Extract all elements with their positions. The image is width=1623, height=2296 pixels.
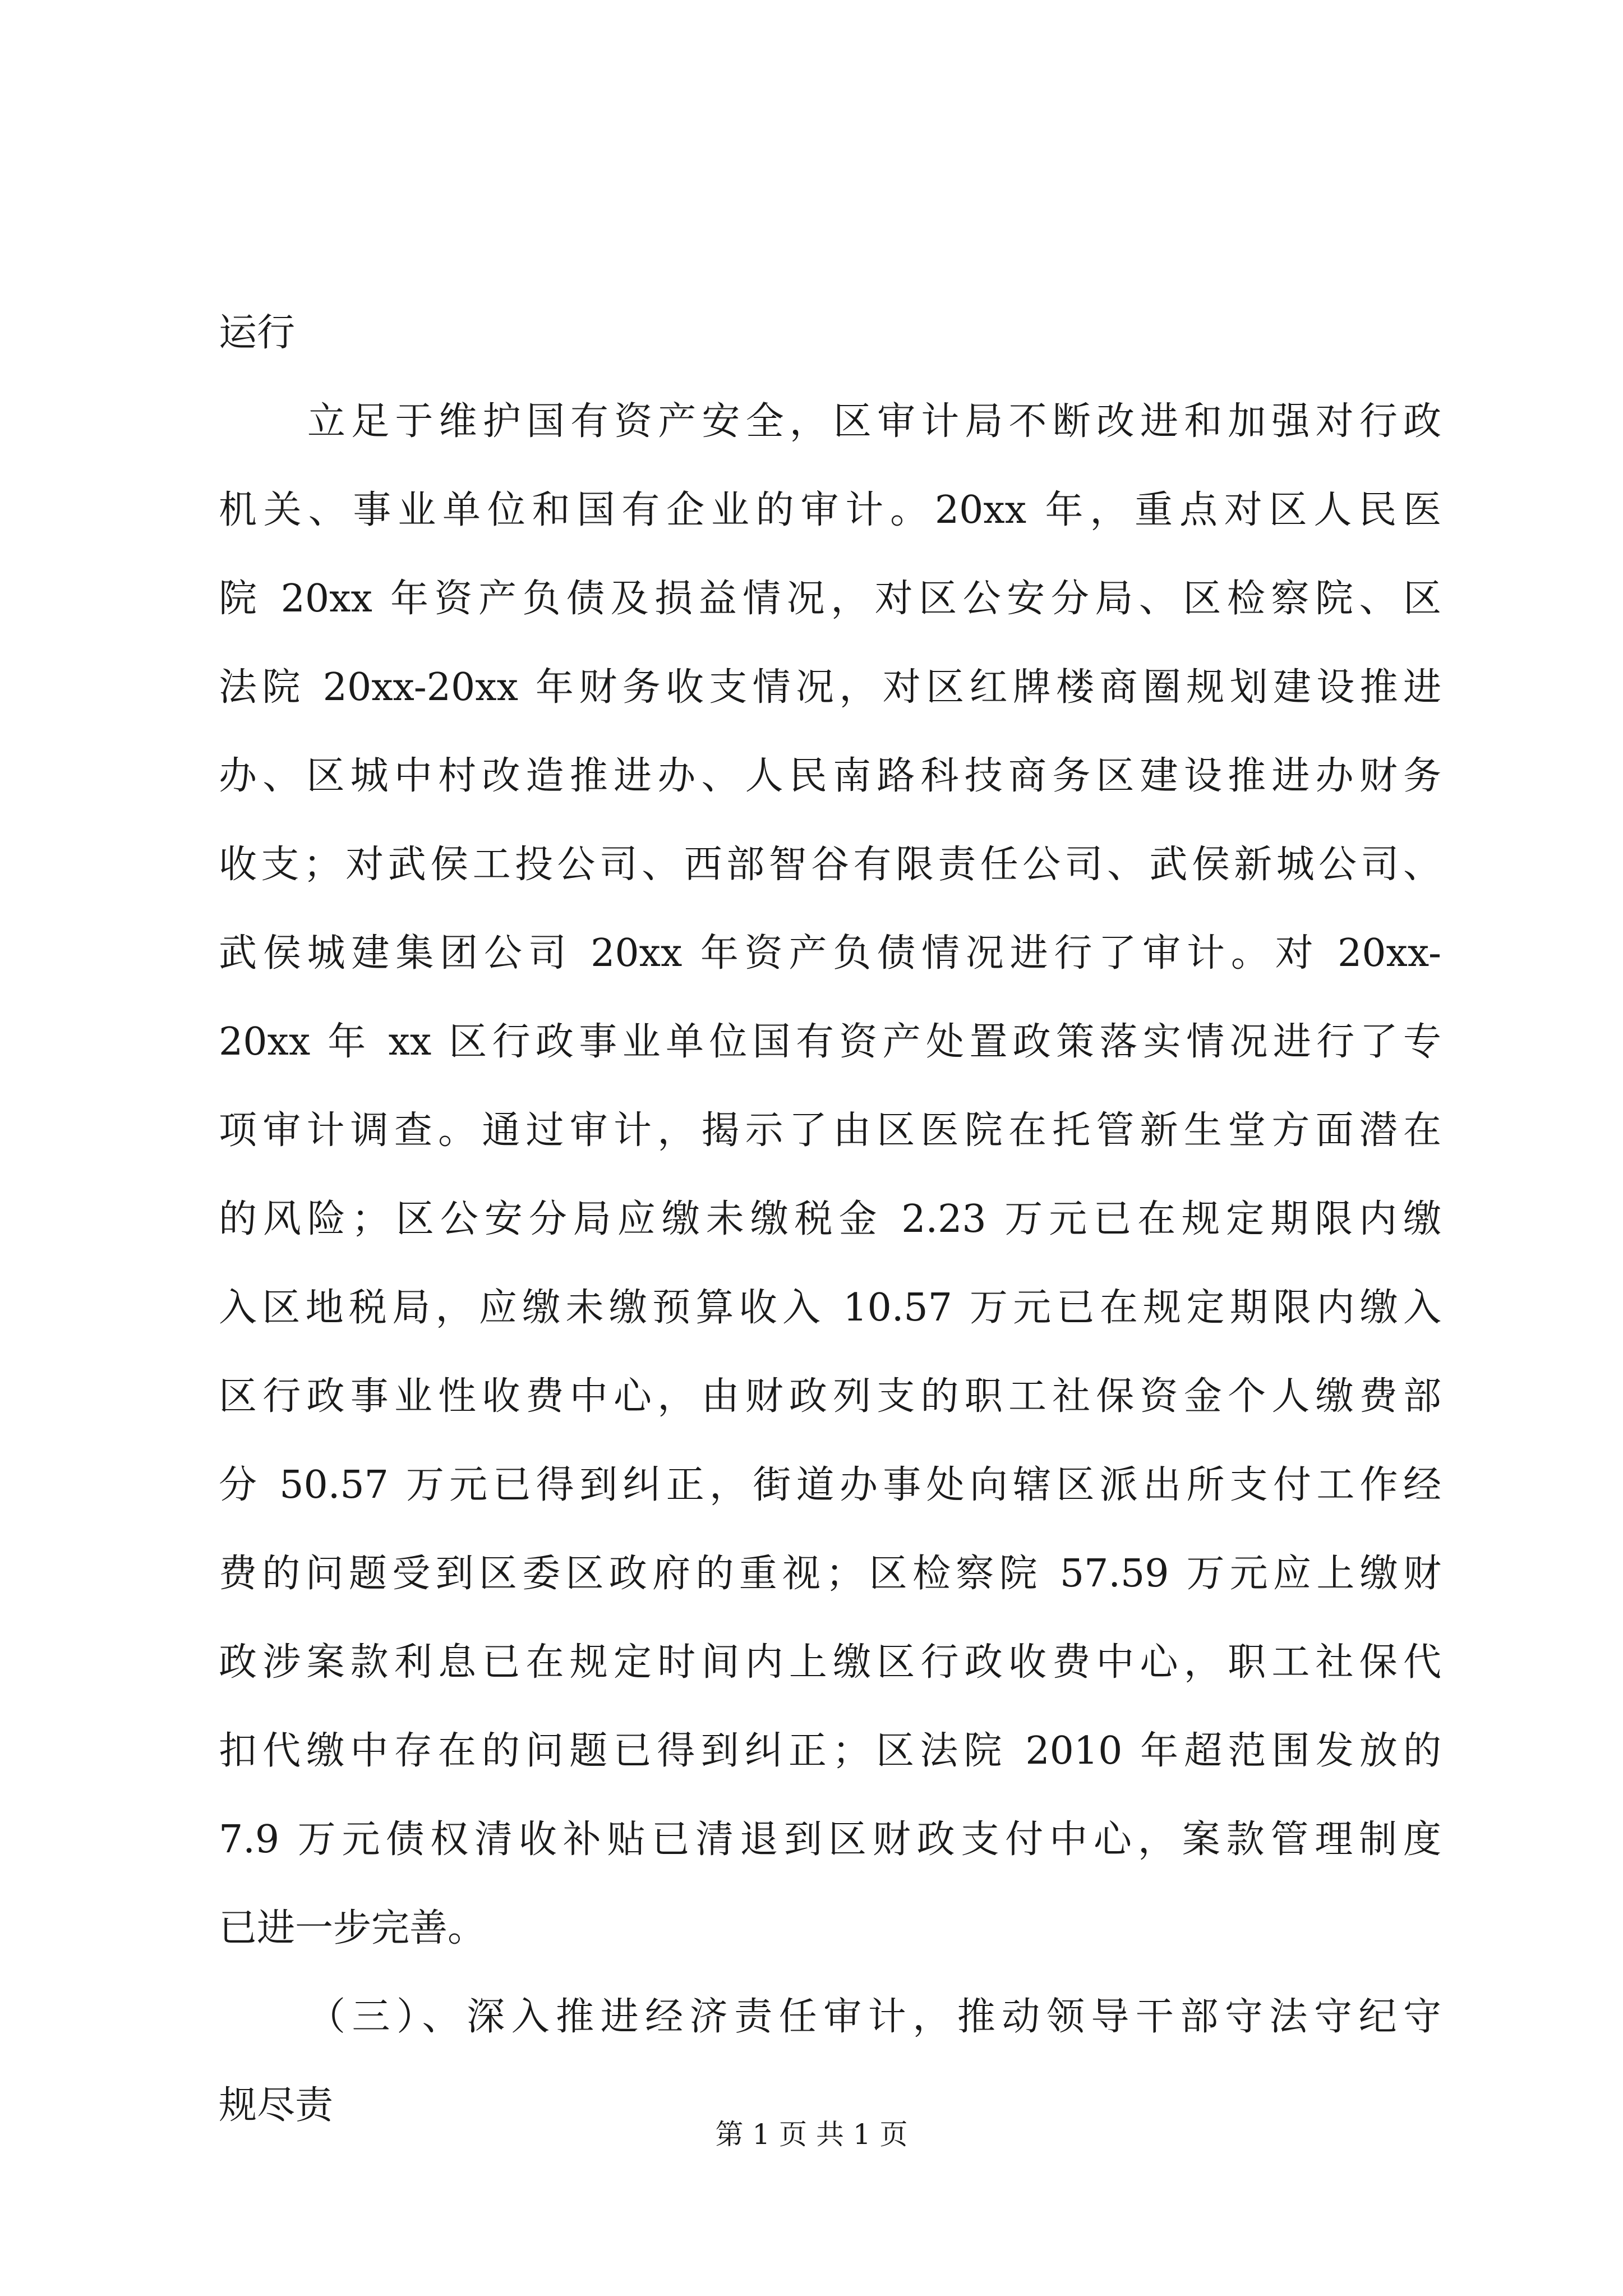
text-line: 费的问题受到区委区政府的重视；区检察院 57.59 万元应上缴财 (219, 1552, 1441, 1596)
text-line: 机关、事业单位和国有企业的审计。20xx 年，重点对区人民医 (219, 488, 1441, 532)
section-heading-line: （三）、深入推进经济责任审计，推动领导干部守法守纪守 (307, 1995, 1441, 2039)
text-line: 已进一步完善。 (219, 1906, 486, 1950)
text-line: 立足于维护国有资产安全，区审计局不断改进和加强对行政 (307, 399, 1441, 444)
text-line: 院 20xx 年资产负债及损益情况，对区公安分局、区检察院、区 (219, 577, 1441, 621)
text-line: 办、区城中村改造推进办、人民南路科技商务区建设推进办财务 (219, 754, 1441, 798)
text-line: 项审计调查。通过审计，揭示了由区医院在托管新生堂方面潜在 (219, 1108, 1441, 1153)
text-line: 入区地税局，应缴未缴预算收入 10.57 万元已在规定期限内缴入 (219, 1286, 1441, 1330)
text-line: 运行 (219, 311, 296, 355)
text-line: 收支；对武侯工投公司、西部智谷有限责任公司、武侯新城公司、 (219, 843, 1441, 887)
text-line: 20xx 年 xx 区行政事业单位国有资产处置政策落实情况进行了专 (219, 1020, 1441, 1064)
text-line: 分 50.57 万元已得到纠正，街道办事处向辖区派出所支付工作经 (219, 1463, 1441, 1507)
text-line: 7.9 万元债权清收补贴已清退到区财政支付中心，案款管理制度 (219, 1818, 1441, 1862)
text-line: 区行政事业性收费中心，由财政列支的职工社保资金个人缴费部 (219, 1374, 1441, 1419)
text-line: 扣代缴中存在的问题已得到纠正；区法院 2010 年超范围发放的 (219, 1729, 1441, 1773)
page-footer: 第 1 页 共 1 页 (715, 2118, 908, 2151)
text-line: 的风险；区公安分局应缴未缴税金 2.23 万元已在规定期限内缴 (219, 1197, 1441, 1241)
section-heading-line: 规尽责 (219, 2083, 334, 2128)
text-line: 法院 20xx-20xx 年财务收支情况，对区红牌楼商圈规划建设推进 (219, 665, 1441, 710)
text-line: 武侯城建集团公司 20xx 年资产负债情况进行了审计。对 20xx- (219, 931, 1441, 976)
text-line: 政涉案款利息已在规定时间内上缴区行政收费中心，职工社保代 (219, 1640, 1441, 1685)
